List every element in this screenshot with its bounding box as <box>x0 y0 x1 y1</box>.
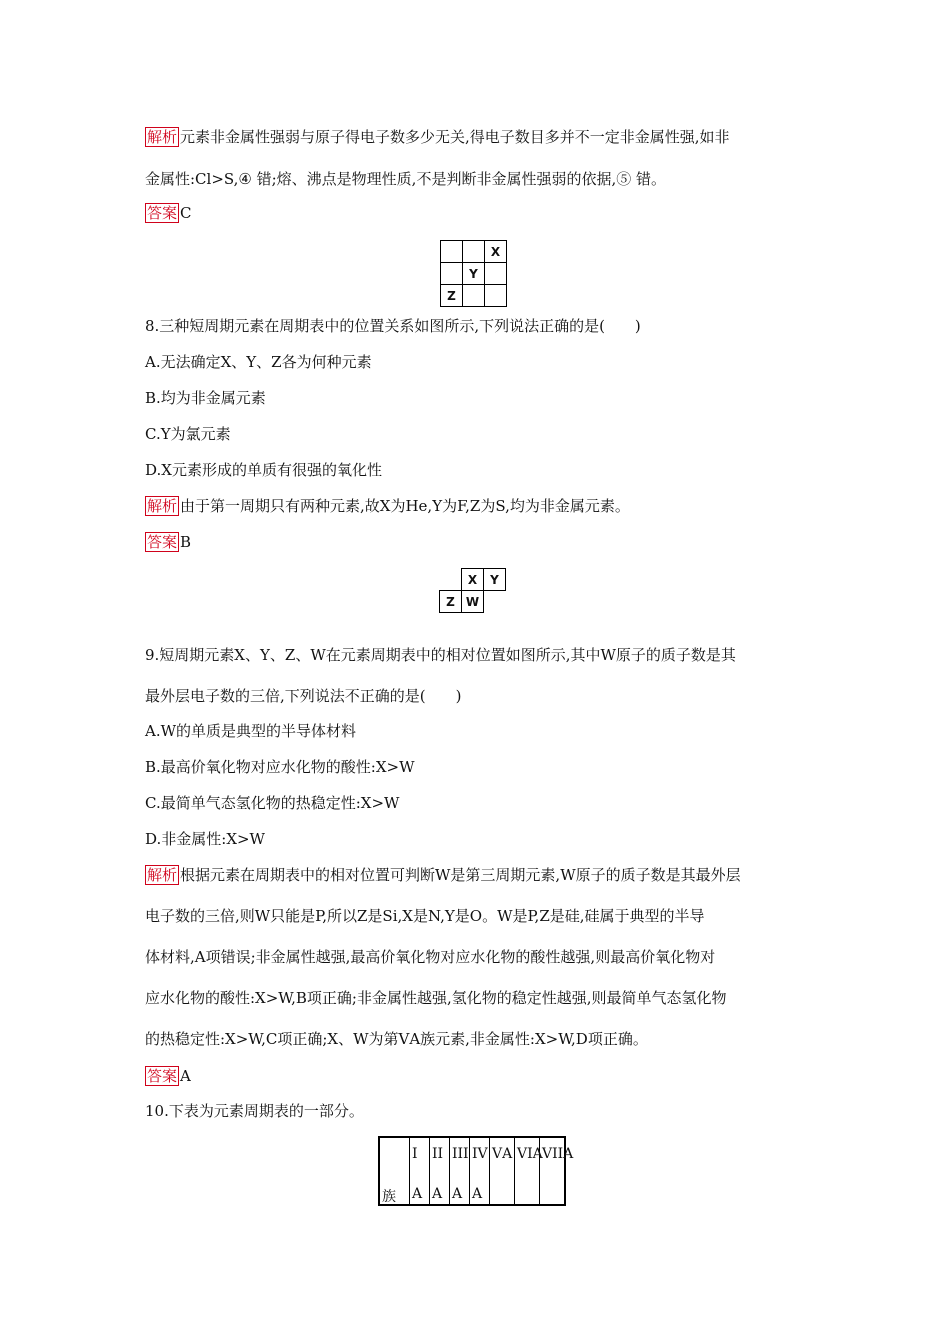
q9-analysis-line5: 的热稳定性:X>W,C项正确;X、W为第ⅤA族元素,非金属性:X>W,D项正确。 <box>145 1030 648 1048</box>
q7-answer: C <box>180 204 192 222</box>
q7-analysis-line2: 金属性:Cl>S,④ 错;熔、沸点是物理性质,不是判断非金属性强弱的依据,⑤ 错。 <box>145 170 666 188</box>
q10-group-cell <box>470 1137 490 1205</box>
q10-group-bottom: A <box>452 1186 463 1202</box>
q8-option-b: B.均为非金属元素 <box>145 389 266 407</box>
q9-answer: A <box>180 1067 191 1085</box>
q9-option-b: B.最高价氧化物对应水化物的酸性:X>W <box>145 758 415 776</box>
q10-group-cell <box>410 1137 430 1205</box>
q8-cell-z: Z <box>441 285 463 307</box>
q10-group-top: III <box>452 1146 469 1162</box>
q8-analysis-line <box>145 496 630 516</box>
q10-header-label: 族 <box>382 1189 396 1205</box>
q9-analysis-line2: 电子数的三倍,则W只能是P,所以Z是Si,X是N,Y是O。W是P,Z是硅,硅属于典型的半导 <box>145 907 705 925</box>
q10-periodic-table <box>378 1136 574 1206</box>
q9-blank <box>484 591 506 613</box>
q8-periodic-grid <box>440 240 507 307</box>
q9-cell-w: W <box>462 591 484 613</box>
q7-analysis-line1 <box>145 127 730 147</box>
q10-group-top: VIIA <box>542 1146 574 1162</box>
q8-answer-line <box>145 532 191 552</box>
q10-group-cell <box>490 1137 515 1205</box>
q9-analysis-line3: 体材料,A项错误;非金属性越强,最高价氧化物对应水化物的酸性越强,则最高价氧化物对 <box>145 948 716 966</box>
q8-cell <box>463 285 485 307</box>
q10-group-cell <box>540 1137 574 1205</box>
q9-cell-x: X <box>462 569 484 591</box>
analysis-tag: 解析 <box>147 866 178 884</box>
q8-option-d: D.X元素形成的单质有很强的氧化性 <box>145 461 382 479</box>
analysis-tag: 解析 <box>147 497 178 515</box>
q9-stem-line1: 9.短周期元素X、Y、Z、W在元素周期表中的相对位置如图所示,其中W原子的质子数是其 <box>145 646 736 664</box>
q10-group-cell <box>515 1137 543 1205</box>
q10-group-top: II <box>432 1146 444 1162</box>
q9-analysis-line1 <box>145 865 741 885</box>
q10-group-top: VIA <box>517 1146 543 1162</box>
q9-answer-line <box>145 1066 191 1086</box>
q9-cell-z: Z <box>440 591 462 613</box>
q10-group-cell <box>450 1137 470 1205</box>
q9-analysis-line4: 应水化物的酸性:X>W,B项正确;非金属性越强,氢化物的稳定性越强,则最简单气态氢化物 <box>145 989 727 1007</box>
q9-blank <box>440 569 462 591</box>
q9-stem-line2: 最外层电子数的三倍,下列说法不正确的是( ) <box>145 687 462 705</box>
q9-option-c: C.最简单气态氢化物的热稳定性:X>W <box>145 794 400 812</box>
q10-group-top: ⅤA <box>492 1146 513 1162</box>
q10-group-bottom: A <box>412 1186 423 1202</box>
answer-tag: 答案 <box>147 1067 178 1085</box>
q7-analysis-text1: 元素非金属性强弱与原子得电子数多少无关,得电子数目多并不一定非金属性强,如非 <box>180 128 730 146</box>
q9-cell-y: Y <box>484 569 506 591</box>
q8-cell <box>485 263 507 285</box>
q9-option-d: D.非金属性:X>W <box>145 830 265 848</box>
analysis-tag: 解析 <box>147 128 178 146</box>
q9-analysis-text1: 根据元素在周期表中的相对位置可判断W是第三周期元素,W原子的质子数是其最外层 <box>180 866 741 884</box>
q10-group-top: I <box>412 1146 418 1162</box>
q10-group-bottom: A <box>472 1186 483 1202</box>
q10-group-cell <box>430 1137 450 1205</box>
q8-cell-x: X <box>485 241 507 263</box>
q8-cell <box>463 241 485 263</box>
q9-option-a: A.W的单质是典型的半导体材料 <box>145 722 357 740</box>
q9-periodic-grid <box>439 568 506 613</box>
q8-option-c: C.Y为氯元素 <box>145 425 231 443</box>
q8-answer: B <box>180 533 192 551</box>
q8-cell <box>441 241 463 263</box>
q8-cell-y: Y <box>463 263 485 285</box>
q8-cell <box>485 285 507 307</box>
q8-analysis: 由于第一周期只有两种元素,故X为He,Y为F,Z为S,均为非金属元素。 <box>180 497 630 515</box>
q10-stem: 10.下表为元素周期表的一部分。 <box>145 1102 364 1120</box>
answer-tag: 答案 <box>147 204 178 222</box>
answer-tag: 答案 <box>147 533 178 551</box>
q8-stem: 8.三种短周期元素在周期表中的位置关系如图所示,下列说法正确的是( ) <box>145 317 641 335</box>
q10-group-bottom: A <box>432 1186 443 1202</box>
q10-group-top: IV <box>472 1146 488 1162</box>
q8-option-a: A.无法确定X、Y、Z各为何种元素 <box>145 353 372 371</box>
q7-answer-line <box>145 203 192 223</box>
q8-cell <box>441 263 463 285</box>
q10-header-cell <box>379 1137 410 1205</box>
